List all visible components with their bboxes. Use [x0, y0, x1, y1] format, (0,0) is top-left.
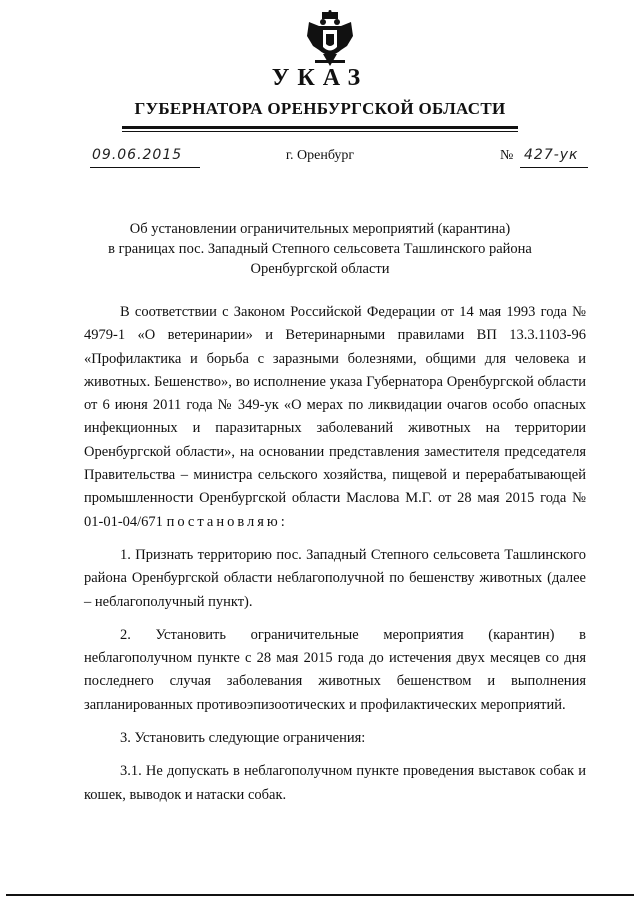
number-label: № — [500, 148, 514, 163]
item-paragraph: 1. Признать территорию пос. Западный Степного сельсовета Ташлинского района Оренбургской области неблагополучной по бешенству животных (далее – неблагополучный пункт). — [84, 546, 586, 610]
number-field — [520, 145, 588, 168]
item-paragraph: 2. Установить ограничительные мероприятия (карантин) в неблагополучном пункте с 28 мая 2015 года до истечения двух месяцев со дня последнего случая заболевания животных бешенством и выполнения запланированных противоэпизоотических и профилактических мероприятий. — [84, 626, 586, 713]
heading-line: Об установлении ограничительных мероприятий (карантина) — [129, 221, 511, 237]
item-paragraph: 3. Установить следующие ограничения: — [120, 730, 366, 747]
handwritten-date: 09.06.2015 — [92, 147, 183, 163]
page-bottom-edge — [6, 894, 634, 896]
header-rule-thin — [122, 131, 518, 132]
city-label: г. Оренбург — [285, 148, 355, 163]
decree-title: УКАЗ — [271, 65, 369, 91]
resolve-word: постановляю: — [166, 513, 288, 530]
coat-of-arms-icon — [305, 10, 355, 68]
preamble-paragraph — [84, 301, 586, 534]
document-body — [84, 301, 586, 807]
document-heading — [90, 219, 550, 279]
item-paragraph: 3.1. Не допускать в неблагополучном пункте проведения выставок собак и кошек, выводок и натаски собак. — [84, 763, 586, 803]
header-rule-thick — [122, 126, 518, 129]
handwritten-number: 427-ук — [524, 147, 579, 163]
heading-line: Оренбургской области — [250, 261, 390, 277]
decree-subtitle: ГУБЕРНАТОРА ОРЕНБУРГСКОЙ ОБЛАСТИ — [134, 99, 506, 118]
preamble-text: В соответствии с Законом Российской Федерации от 14 мая 1993 года № 4979-1 «О ветеринарии» и Ветеринарными правилами ВП 13.3.1103-96 «Профилактика и борьба с заразными болезнями, общими для человека и животных. Бешенство», во исполнение указа Губернатора Оренбургской области от 6 июня 2011 года № 349-ук «О мерах по ликвидации очагов особо опасных инфекционных и паразитарных заболеваний животных на территории Оренбургской области», на основании представления заместителя председателя Правительства – министра сельского хозяйства, пищевой и перерабатывающей промышленности Оренбургской области Маслова М.Г. от 28 мая 2015 года № 01-01-04/671 — [84, 304, 586, 530]
heading-line: в границах пос. Западный Степного сельсовета Ташлинского района — [108, 241, 532, 257]
